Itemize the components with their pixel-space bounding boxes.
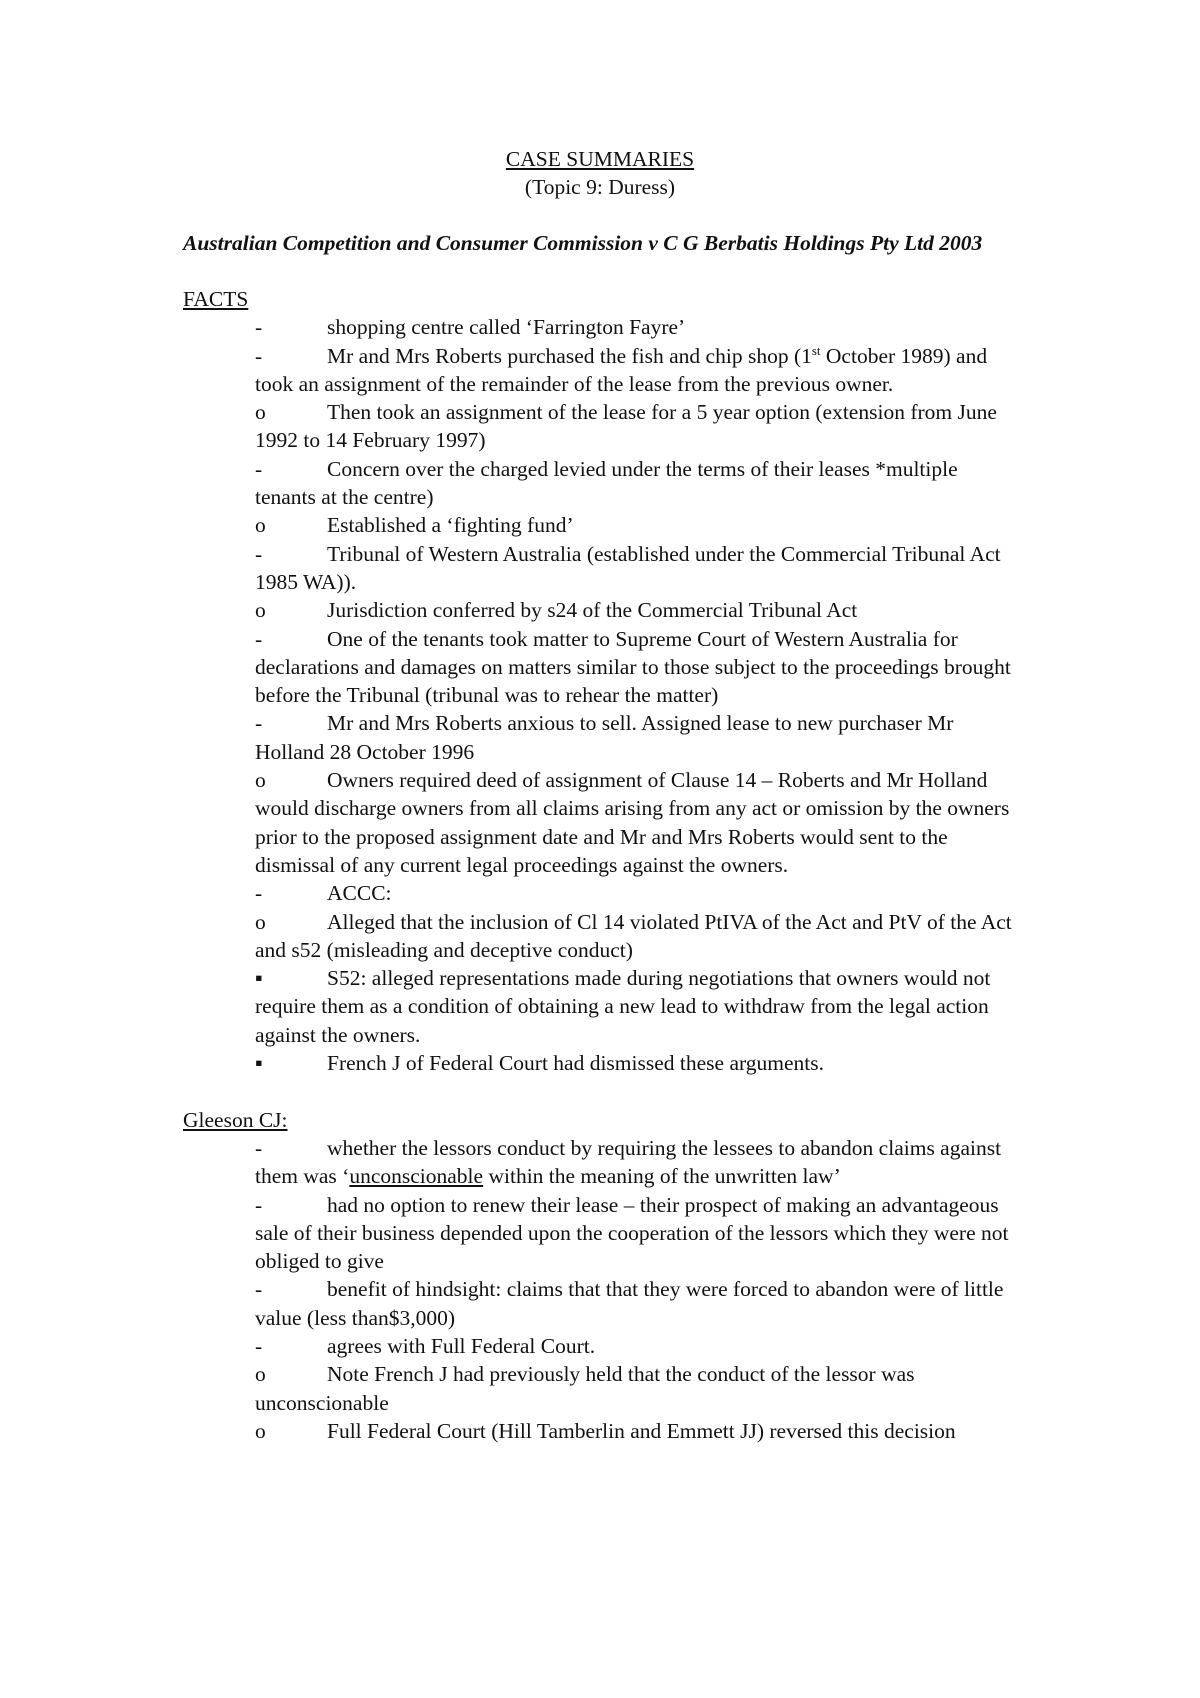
list-marker: - xyxy=(255,315,263,340)
list-item-text: One of the tenants took matter to Supreme Court of Western Australia for declarations and damages on matters similar to those subject to the proceedings brought before the Tribunal (tribunal was to rehear the matter) xyxy=(255,626,1011,708)
list-item-text: S52: alleged representations made during negotiations that owners would not require them as a condition of obtaining a new lead to withdraw from the legal action against the owners. xyxy=(255,966,991,1047)
list-item xyxy=(255,709,1023,766)
list-item xyxy=(255,766,1023,879)
list-marker: o xyxy=(255,513,266,538)
list-marker: o xyxy=(255,768,266,793)
list-item xyxy=(255,625,1023,710)
list-item xyxy=(255,1275,1023,1332)
list-marker: - xyxy=(255,541,263,566)
list-item-text: Note French J had previously held that the conduct of the lessor was unconscionable xyxy=(255,1362,915,1415)
list-item-text: Jurisdiction conferred by s24 of the Commercial Tribunal Act xyxy=(327,598,858,623)
list-item-text: Mr and Mrs Roberts anxious to sell. Assigned lease to new purchaser Mr Holland 28 October 1996 xyxy=(255,711,954,764)
list-marker: - xyxy=(255,1192,263,1217)
list-marker: - xyxy=(255,1333,263,1358)
list-item xyxy=(255,511,1023,539)
list-marker: o xyxy=(255,909,266,934)
list-item xyxy=(255,455,1023,512)
list-marker: - xyxy=(255,626,263,651)
list-item xyxy=(255,908,1023,965)
list-marker: - xyxy=(255,711,263,736)
list-item xyxy=(255,1049,1023,1077)
list-item xyxy=(255,596,1023,624)
list-item xyxy=(255,1417,1023,1445)
document-body xyxy=(183,285,1023,1445)
list-marker: o xyxy=(255,1418,266,1443)
list-item-text: shopping centre called ‘Farrington Fayre’ xyxy=(327,315,686,340)
list-item-text: agrees with Full Federal Court. xyxy=(327,1333,596,1358)
list-item-text: Tribunal of Western Australia (established under the Commercial Tribunal Act 1985 WA)). xyxy=(255,541,1001,594)
list-item-text: Concern over the charged levied under the terms of their leases *multiple tenants at the centre) xyxy=(255,456,958,510)
facts-heading: FACTS xyxy=(183,287,249,311)
list-marker: - xyxy=(255,1277,263,1302)
list-item-text: whether the lessors conduct by requiring the lessees to abandon claims against them was ‘ xyxy=(255,1135,1002,1189)
document-subtitle: (Topic 9: Duress) xyxy=(524,175,676,199)
list-item xyxy=(255,540,1023,597)
list-item-text: Full Federal Court (Hill Tamberlin and Emmett JJ) reversed this decision xyxy=(327,1418,956,1443)
list-item-text: French J of Federal Court had dismissed these arguments. xyxy=(327,1051,824,1076)
list-item xyxy=(255,1191,1023,1276)
list-marker: o xyxy=(255,400,266,425)
list-marker: ▪ xyxy=(255,966,263,991)
list-item-text: had no option to renew their lease – their prospect of making an advantageous sale of their business depended upon the cooperation of the lessors which they were not obliged to give xyxy=(255,1192,1009,1274)
list-marker: - xyxy=(255,1135,263,1160)
list-item xyxy=(255,964,1023,1049)
list-item-text: ACCC: xyxy=(327,881,392,906)
gleeson-heading: Gleeson CJ: xyxy=(183,1107,288,1132)
superscript: st xyxy=(811,342,821,358)
list-marker: - xyxy=(255,456,263,481)
list-item xyxy=(255,313,1023,341)
list-marker: - xyxy=(255,881,263,906)
list-item-text: Owners required deed of assignment of Clause 14 – Roberts and Mr Holland would discharge owners from all claims arising from any act or omission by the owners prior to the proposed assignment date and Mr and Mrs Roberts would sent to the dismissal of any current legal proceedings against the owners. xyxy=(255,768,1010,877)
underlined-term: unconscionable xyxy=(349,1164,484,1189)
list-marker: ▪ xyxy=(255,1051,263,1076)
paragraph-spacer xyxy=(183,1077,1023,1105)
list-item-text: October 1989) and took an assignment of the remainder of the lease from the previous owner. xyxy=(255,343,988,396)
list-marker: o xyxy=(255,1362,266,1387)
list-item-text: Then took an assignment of the lease for a 5 year option (extension from June 1992 to 14 February 1997) xyxy=(255,400,997,453)
list-item xyxy=(255,342,1023,399)
document-title: CASE SUMMARIES xyxy=(505,147,695,171)
list-item-text: benefit of hindsight: claims that that they were forced to abandon were of little value (less than$3,000) xyxy=(255,1277,1004,1330)
list-item xyxy=(255,398,1023,455)
list-item-text: within the meaning of the unwritten law’ xyxy=(483,1164,841,1189)
list-marker: - xyxy=(255,343,263,368)
list-item xyxy=(255,1360,1023,1417)
list-item xyxy=(255,1332,1023,1360)
list-item xyxy=(255,1134,1023,1191)
case-title: Australian Competition and Consumer Commission v C G Berbatis Holdings Pty Ltd 2003 xyxy=(183,231,983,255)
list-item-text: Mr and Mrs Roberts purchased the fish and chip shop (1 xyxy=(327,343,812,368)
list-item-text: Alleged that the inclusion of Cl 14 violated PtIVA of the Act and PtV of the Act and s52 (misleading and deceptive conduct) xyxy=(255,909,1012,962)
list-marker: o xyxy=(255,598,266,623)
list-item xyxy=(255,879,1023,907)
list-item-text: Established a ‘fighting fund’ xyxy=(327,513,574,538)
